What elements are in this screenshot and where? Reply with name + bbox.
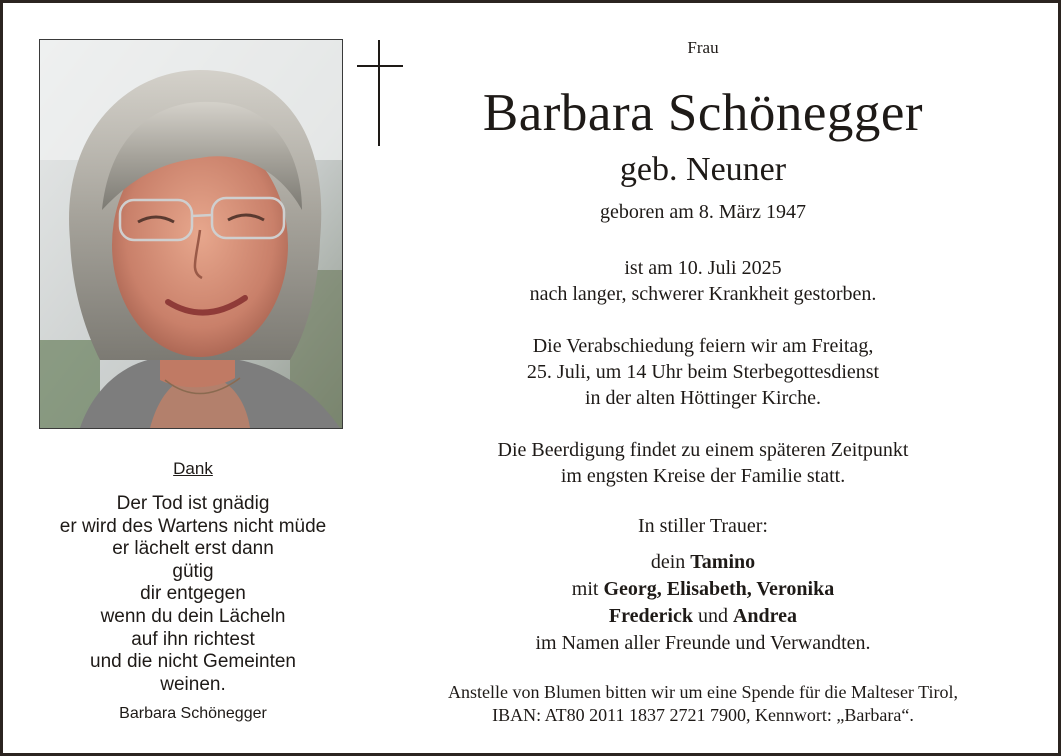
birth-date: geboren am 8. März 1947 [599, 201, 807, 223]
mourner-name: Frederick [608, 605, 693, 627]
mourner-line: im Namen aller Freunde und Verwandten. [535, 632, 871, 654]
burial-line: Die Beerdigung findet zu einem späteren Zeitpunkt [497, 439, 909, 461]
farewell-line: in der alten Höttinger Kirche. [584, 387, 822, 409]
poem-line: er lächelt erst dann [112, 538, 274, 560]
poem-line: dir entgegen [140, 583, 246, 605]
poem-line: gütig [172, 560, 214, 582]
mourner-line [383, 549, 1023, 576]
poem-line: wenn du dein Lächeln [100, 605, 286, 627]
mourner-prefix: mit [571, 578, 599, 600]
farewell-line: 25. Juli, um 14 Uhr beim Sterbegottesdienst [526, 361, 880, 383]
farewell-line: Die Verabschiedung feiern wir am Freitag, [532, 335, 874, 357]
mourner-name: Andrea [732, 605, 798, 627]
poem-line: Der Tod ist gnädig [116, 493, 270, 514]
farewell-notice [383, 333, 1023, 411]
death-notice-line: ist am 10. Juli 2025 [624, 257, 782, 279]
poem-text [19, 493, 367, 696]
poem-line: er wird des Wartens nicht müde [59, 515, 327, 537]
poem-line: auf ihn richtest [131, 628, 255, 650]
poem-line: weinen. [160, 673, 226, 695]
burial-line: im engsten Kreise der Familie statt. [560, 465, 846, 487]
poem-author: Barbara Schönegger [119, 705, 267, 722]
burial-notice [383, 437, 1023, 489]
mourner-name: Tamino [690, 551, 756, 573]
mourners-list [383, 549, 1023, 657]
mourner-conjunction: und [697, 605, 728, 627]
deceased-name: Barbara Schönegger [482, 84, 924, 142]
donation-line: Anstelle von Blumen bitten wir um eine Spende für die Malteser Tirol, [448, 682, 958, 702]
mourner-name: Georg, Elisabeth, Veronika [603, 578, 835, 600]
donation-notice [383, 681, 1023, 727]
poem-line: und die nicht Gemeinten [90, 651, 296, 673]
salutation: Frau [687, 38, 719, 57]
maiden-name: geb. Neuner [619, 151, 787, 188]
donation-line: IBAN: AT80 2011 1837 2721 7900, Kennwort: „Barbara“. [492, 705, 914, 725]
death-notice [383, 255, 1023, 307]
death-notice-line: nach langer, schwerer Krankheit gestorben. [529, 283, 877, 305]
mourners-intro: In stiller Trauer: [638, 515, 768, 537]
mourner-prefix: dein [650, 551, 686, 573]
portrait-photo [39, 39, 343, 429]
poem-heading: Dank [173, 459, 213, 478]
mourner-line [383, 603, 1023, 630]
mourner-line [383, 576, 1023, 603]
